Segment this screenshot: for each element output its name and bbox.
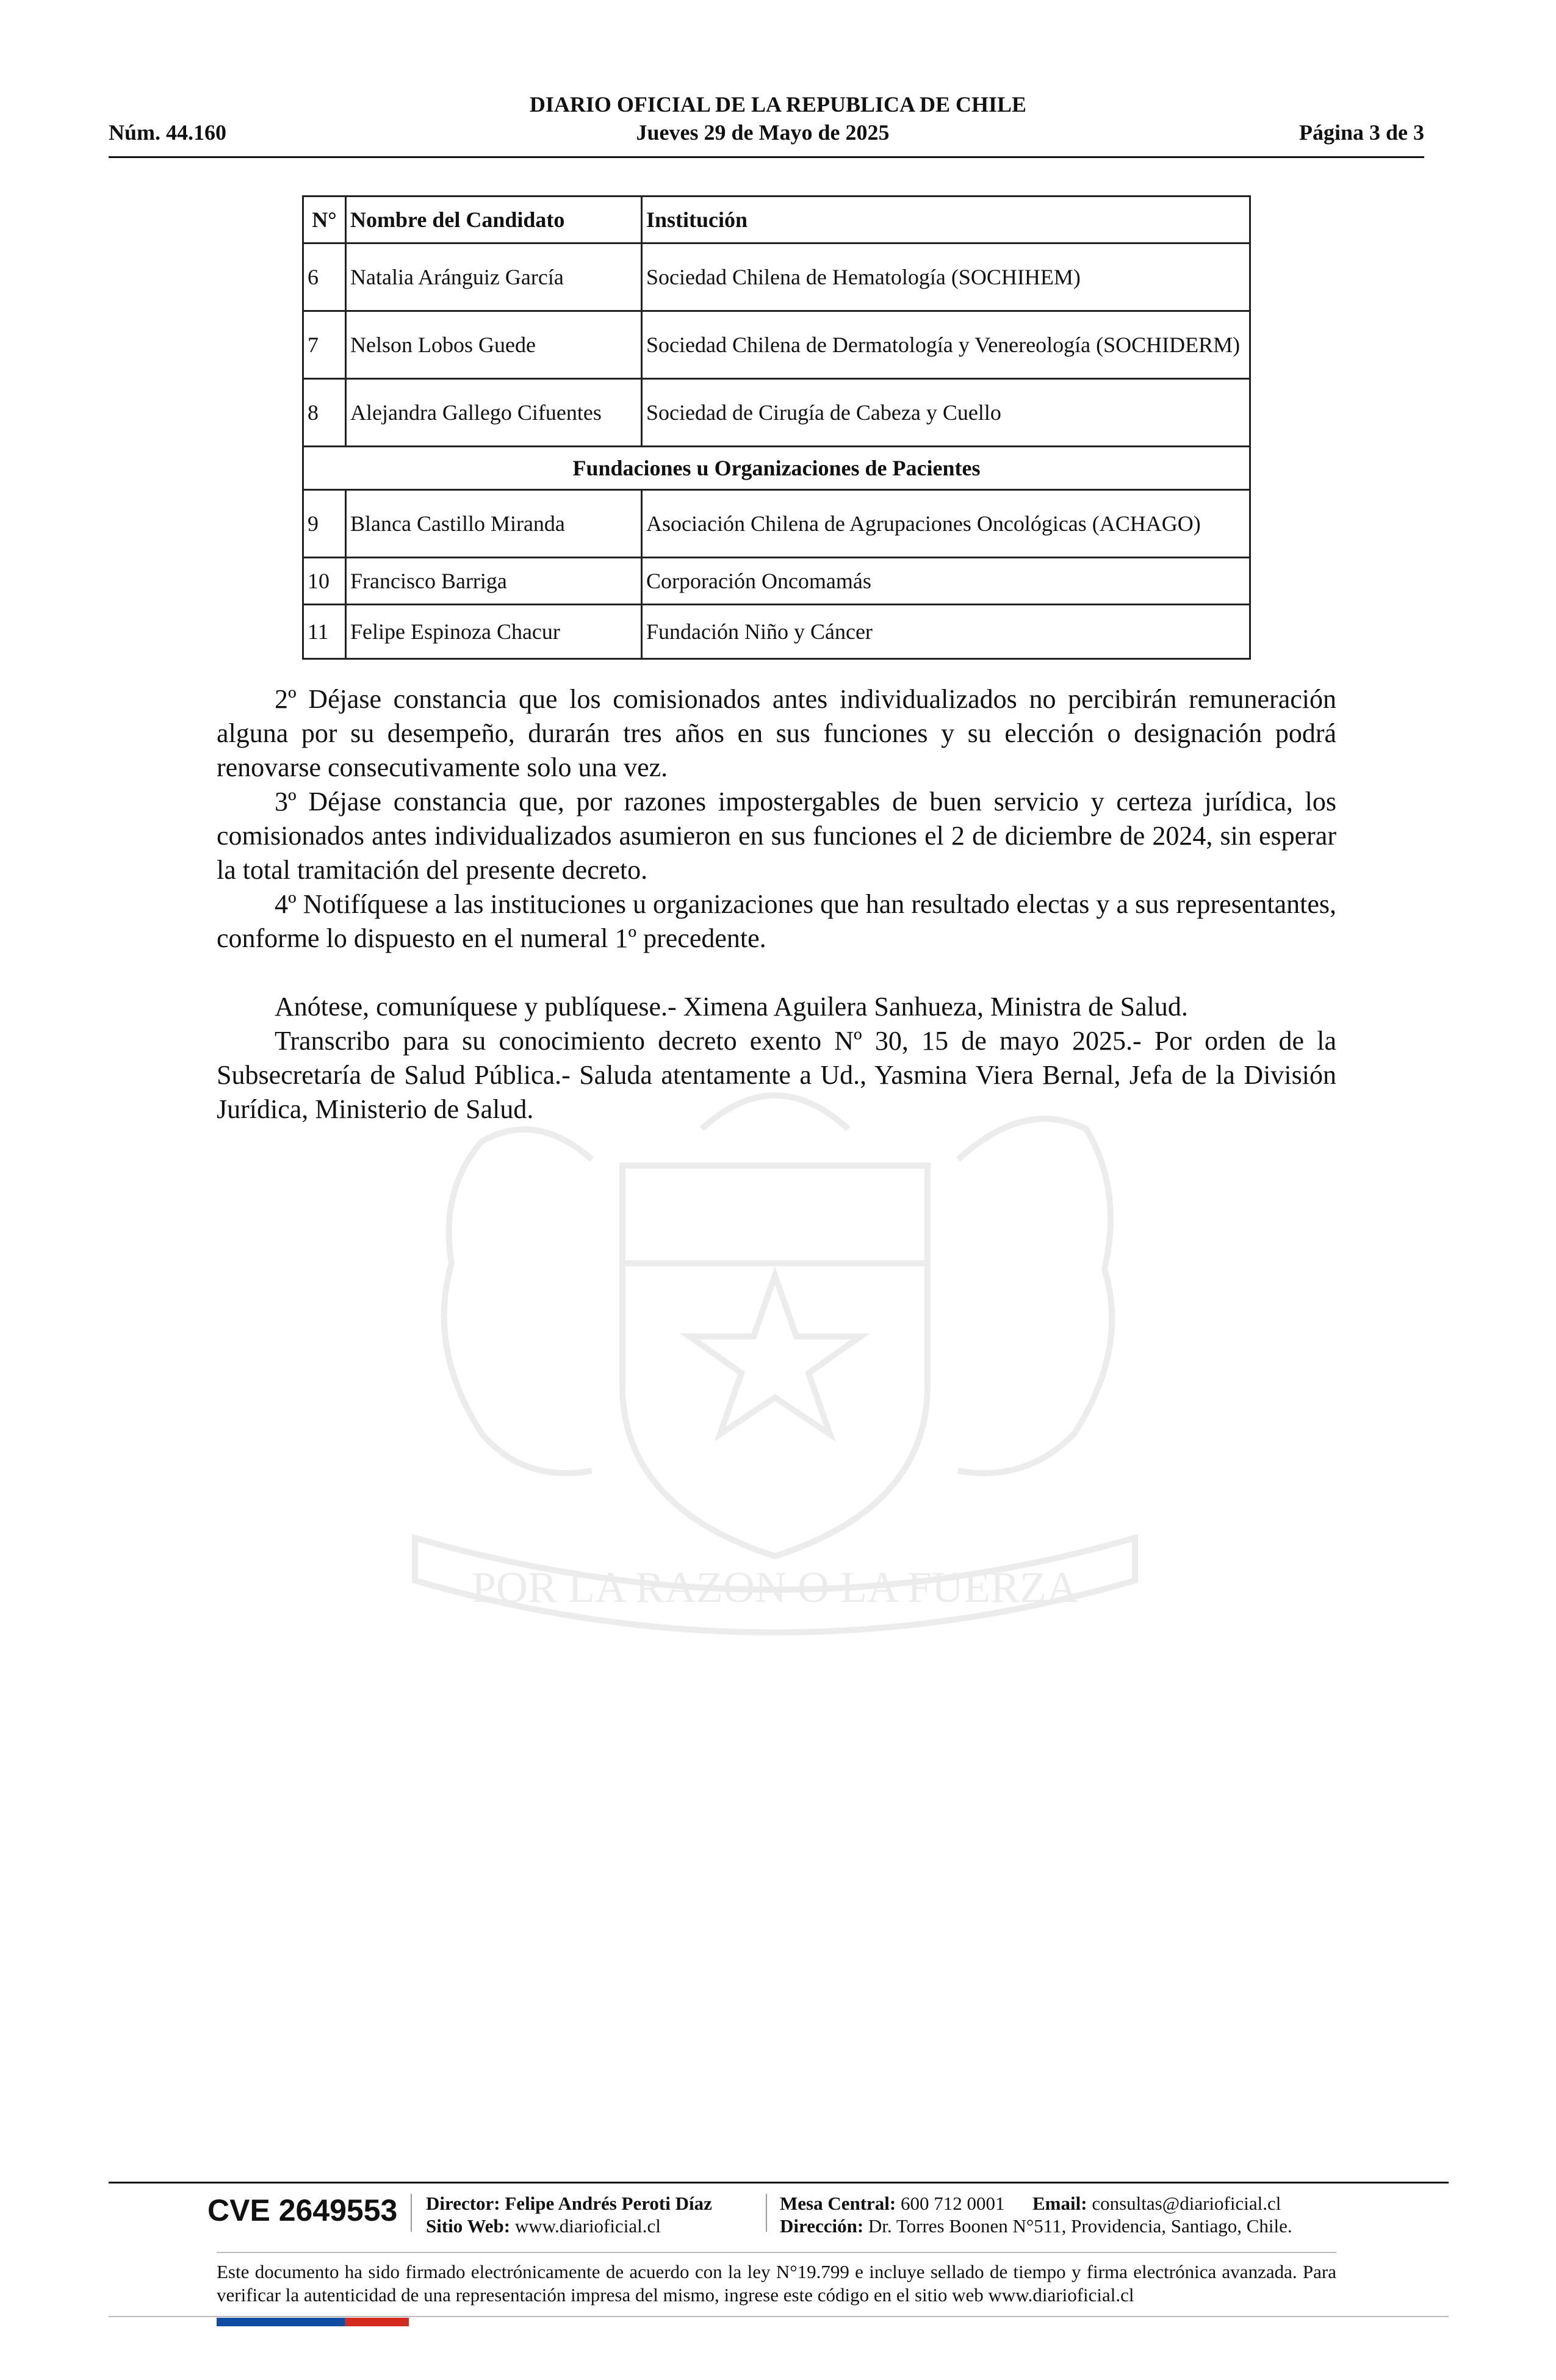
email-label: Email: — [1032, 2193, 1087, 2214]
footer-contact-col — [780, 2192, 1292, 2237]
table-section-row — [303, 447, 1250, 490]
flag-stripe-blue — [217, 2318, 281, 2326]
paragraph-4: 4º Notifíquese a las instituciones u organizaciones que han resultado electas y a sus representantes, conforme lo dispuesto en el numeral 1º precedente. — [217, 889, 1336, 953]
footer-divider-bottom — [109, 2316, 1449, 2317]
director-name: Felipe Andrés Peroti Díaz — [505, 2193, 712, 2214]
address-label: Dirección: — [780, 2215, 864, 2237]
row-name: Francisco Barriga — [346, 558, 642, 605]
table-row — [303, 243, 1250, 311]
footer-divider-mid — [217, 2252, 1336, 2253]
issue-number: Núm. 44.160 — [109, 120, 227, 145]
table-row — [303, 605, 1250, 659]
table-row — [303, 311, 1250, 379]
director-label: Director: — [426, 2193, 500, 2214]
row-num: 8 — [303, 379, 346, 447]
newspaper-title: DIARIO OFICIAL DE LA REPUBLICA DE CHILE — [529, 92, 1027, 117]
mesa-phone: 600 712 0001 — [901, 2193, 1005, 2214]
flag-stripe-blue-2 — [281, 2318, 345, 2326]
mesa-label: Mesa Central: — [780, 2193, 896, 2214]
header-row — [109, 120, 1424, 145]
row-institution: Sociedad de Cirugía de Cabeza y Cuello — [642, 379, 1250, 447]
section-title: Fundaciones u Organizaciones de Pacientes — [303, 447, 1250, 490]
page-number: Página 3 de 3 — [1298, 120, 1424, 145]
row-name: Natalia Aránguiz García — [346, 243, 642, 311]
table-header-row — [303, 197, 1250, 243]
table-row — [303, 490, 1250, 558]
row-num: 9 — [303, 490, 346, 558]
candidates-table — [302, 195, 1251, 660]
issue-date: Jueves 29 de Mayo de 2025 — [636, 120, 890, 145]
email-link[interactable]: consultas@diarioficial.cl — [1092, 2193, 1281, 2214]
table-row — [303, 379, 1250, 447]
address-text: Dr. Torres Boonen N°511, Providencia, Santiago, Chile. — [868, 2215, 1292, 2237]
row-institution: Corporación Oncomamás — [642, 558, 1250, 605]
paragraph-2: 2º Déjase constancia que los comisionados antes individualizados no percibirán remuneración alguna por su desempeño, durarán tres años en sus funciones y su elección o designación podrá renovarse consecutivamente solo una vez. — [217, 684, 1336, 782]
row-name: Nelson Lobos Guede — [346, 311, 642, 379]
cve-code: CVE 2649553 — [207, 2193, 398, 2227]
row-name: Felipe Espinoza Chacur — [346, 605, 642, 659]
transcription-paragraph: Transcribo para su conocimiento decreto exento Nº 30, 15 de mayo 2025.- Por orden de la Subsecretaría de Salud Pública.- Saluda atentamente a Ud., Yasmina Viera Bernal, Jefa de la División Jurídica, Ministerio de Salud. — [217, 1026, 1336, 1124]
footer-separator — [411, 2194, 412, 2232]
row-name: Alejandra Gallego Cifuentes — [346, 379, 642, 447]
header-name: Nombre del Candidato — [346, 197, 642, 243]
flag-stripe — [217, 2318, 409, 2326]
footer-separator — [766, 2194, 767, 2232]
signature-note: Este documento ha sido firmado electrónicamente de acuerdo con la ley N°19.799 e incluye sellado de tiempo y firma electrónica avanzada. Para verificar la autenticidad de una representación impresa del mismo, ingrese este código en el sitio web www.diarioficial.cl — [217, 2261, 1336, 2306]
header-divider — [109, 156, 1424, 158]
row-num: 10 — [303, 558, 346, 605]
footer-director-col — [426, 2192, 712, 2237]
table-row — [303, 558, 1250, 605]
web-link[interactable]: www.diarioficial.cl — [514, 2215, 661, 2237]
row-institution: Asociación Chilena de Agrupaciones Oncológicas (ACHAGO) — [642, 490, 1250, 558]
closing-paragraph: Anótese, comuníquese y publíquese.- Ximena Aguilera Sanhueza, Ministra de Salud. — [275, 992, 1188, 1022]
flag-stripe-red — [345, 2318, 409, 2326]
web-label: Sitio Web: — [426, 2215, 511, 2237]
row-institution: Sociedad Chilena de Dermatología y Venereología (SOCHIDERM) — [642, 311, 1250, 379]
footer-divider-top — [109, 2182, 1449, 2183]
motto-text: POR LA RAZON O LA FUERZA — [471, 1563, 1079, 1612]
huemul-icon — [444, 1130, 592, 1473]
row-institution: Fundación Niño y Cáncer — [642, 605, 1250, 659]
decree-body — [217, 682, 1336, 1127]
row-num: 6 — [303, 243, 346, 311]
row-num: 11 — [303, 605, 346, 659]
row-num: 7 — [303, 311, 346, 379]
row-institution: Sociedad Chilena de Hematología (SOCHIHEM) — [642, 243, 1250, 311]
shield-shape — [622, 1166, 927, 1556]
star-icon — [690, 1275, 860, 1434]
header-institution: Institución — [642, 197, 1250, 243]
condor-icon — [958, 1119, 1112, 1473]
row-name: Blanca Castillo Miranda — [346, 490, 642, 558]
paragraph-3: 3º Déjase constancia que, por razones impostergables de buen servicio y certeza jurídica, los comisionados antes individualizados asumieron en sus funciones el 2 de diciembre de 2024, sin esperar la total tramitación del presente decreto. — [217, 787, 1336, 885]
header-num: N° — [303, 197, 346, 243]
